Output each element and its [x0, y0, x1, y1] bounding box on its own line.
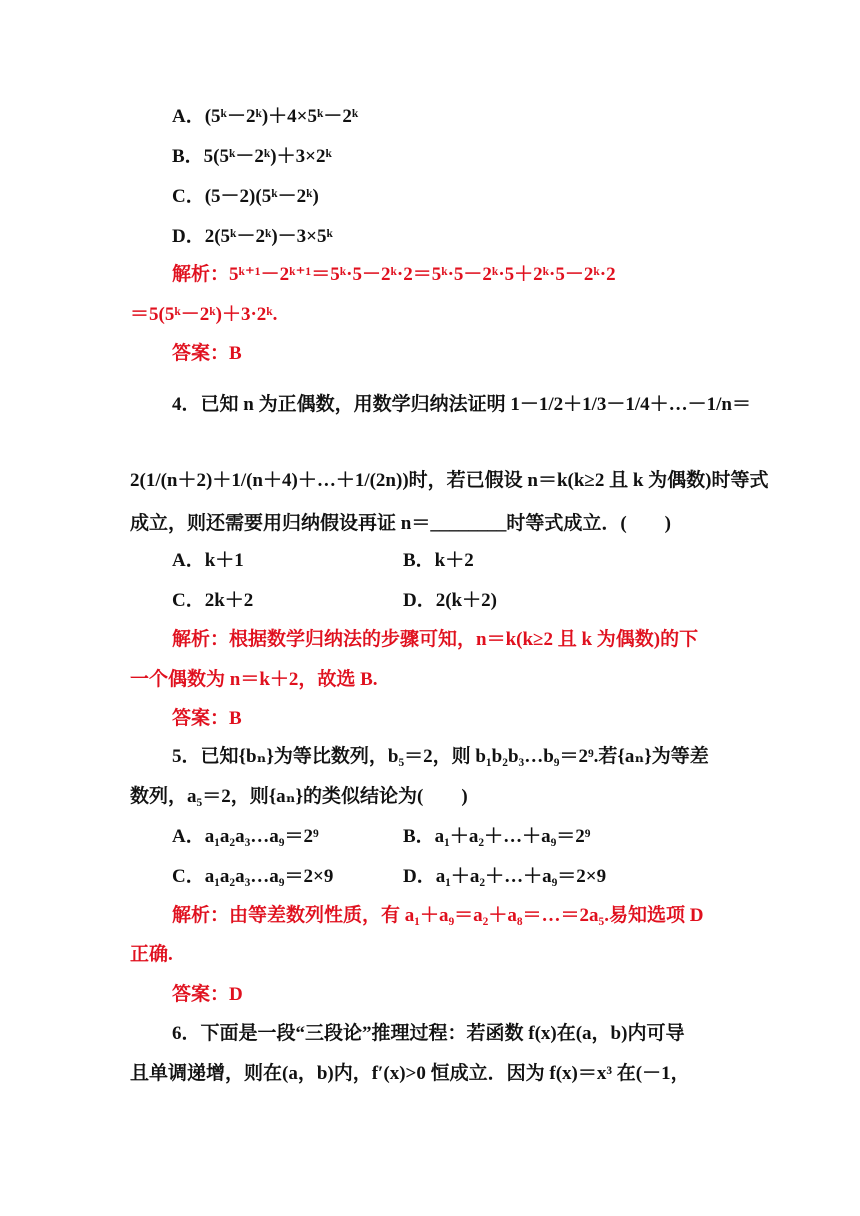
q3-answer: 答案：B	[172, 343, 242, 364]
q4-answer: 答案：B	[172, 708, 242, 729]
q5-stem-cont: 数列，a₅＝2，则{aₙ}的类似结论为( )	[130, 786, 468, 807]
q5-option-c: C．a₁a₂a₃…a₉＝2×9	[172, 866, 334, 887]
q6-stem: 6．下面是一段“三段论”推理过程：若函数 f(x)在(a，b)内可导	[172, 1023, 685, 1044]
q4-stem-cont-2: 成立，则还需要用归纳假设再证 n＝________时等式成立．( )	[130, 513, 671, 534]
q6-stem-cont: 且单调递增，则在(a，b)内，f′(x)>0 恒成立．因为 f(x)＝x³ 在(－1，	[130, 1063, 690, 1084]
q3-option-d: D．2(5ᵏ－2ᵏ)－3×5ᵏ	[172, 226, 333, 247]
q3-analysis: 解析：5ᵏ⁺¹－2ᵏ⁺¹＝5ᵏ·5－2ᵏ·2＝5ᵏ·5－2ᵏ·5＋2ᵏ·5－2ᵏ·2	[172, 264, 616, 285]
q4-option-d: D．2(k＋2)	[403, 590, 497, 611]
q4-option-c: C．2k＋2	[172, 590, 254, 611]
q3-option-a: A．(5ᵏ－2ᵏ)＋4×5ᵏ－2ᵏ	[172, 106, 359, 127]
q4-stem: 4．已知 n 为正偶数，用数学归纳法证明 1－1/2＋1/3－1/4＋…－1/n＝	[172, 394, 752, 415]
q3-analysis-cont: ＝5(5ᵏ－2ᵏ)＋3·2ᵏ.	[130, 304, 278, 325]
q3-option-b: B．5(5ᵏ－2ᵏ)＋3×2ᵏ	[172, 146, 332, 167]
q4-analysis-cont: 一个偶数为 n＝k＋2，故选 B.	[130, 669, 378, 690]
q4-analysis: 解析：根据数学归纳法的步骤可知，n＝k(k≥2 且 k 为偶数)的下	[172, 629, 699, 650]
q4-stem-cont: 2(1/(n＋2)＋1/(n＋4)＋…＋1/(2n))时，若已假设 n＝k(k≥2 且 k 为偶数)时等式	[130, 470, 769, 491]
q5-analysis-cont: 正确.	[130, 944, 173, 965]
q4-option-a: A．k＋1	[172, 550, 244, 571]
q5-analysis: 解析：由等差数列性质，有 a₁＋a₉＝a₂＋a₈＝…＝2a₅.易知选项 D	[172, 905, 704, 926]
q5-option-b: B．a₁＋a₂＋…＋a₉＝2⁹	[403, 826, 591, 847]
q5-option-a: A．a₁a₂a₃…a₉＝2⁹	[172, 826, 319, 847]
q4-option-b: B．k＋2	[403, 550, 474, 571]
q5-option-d: D．a₁＋a₂＋…＋a₉＝2×9	[403, 866, 607, 887]
q5-answer: 答案：D	[172, 984, 243, 1005]
q5-stem: 5．已知{bₙ}为等比数列，b₅＝2，则 b₁b₂b₃…b₉＝2⁹.若{aₙ}为等差	[172, 746, 709, 767]
q3-option-c: C．(5－2)(5ᵏ－2ᵏ)	[172, 186, 319, 207]
